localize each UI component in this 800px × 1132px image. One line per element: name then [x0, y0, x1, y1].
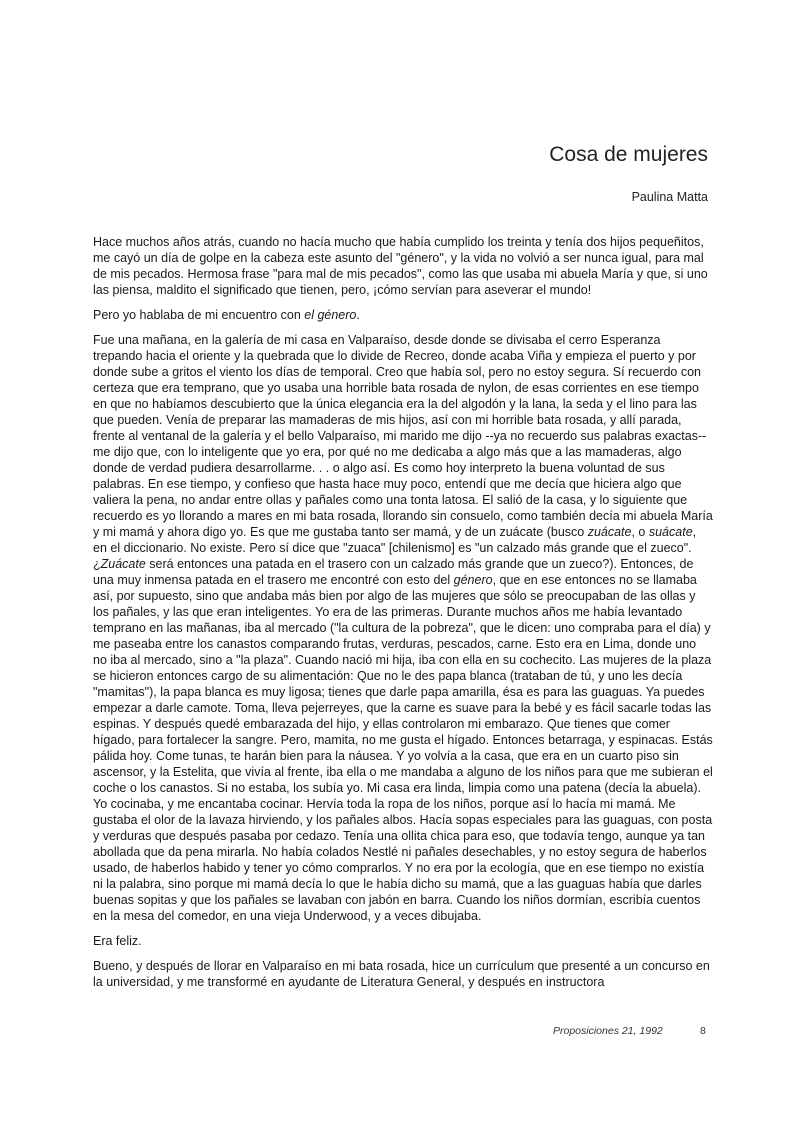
document-title: Cosa de mujeres	[549, 143, 708, 166]
page-number: 8	[700, 1025, 706, 1037]
text-segment: Bueno, y después de llorar en Valparaíso en mi bata rosada, hice un currículum que presenté a un concurso en la universidad, y me transformé en ayudante de Literatura General, y después en instructora	[93, 959, 710, 989]
text-segment: Era feliz.	[93, 934, 142, 948]
paragraph	[93, 332, 713, 924]
text-segment: .	[356, 308, 360, 322]
text-segment: Pero yo hablaba de mi encuentro con	[93, 308, 305, 322]
text-segment: Fue una mañana, en la galería de mi casa en Valparaíso, desde donde se divisaba el cerro Esperanza trepando hacia el oriente y la quebrada que lo divide de Recreo, donde acaba Viña y empieza el puerto y por donde sube a gritos el viento los días de temporal. Creo que había sol, pero no estoy segura. Sí recuerdo con certeza que era temprano, que yo usaba una horrible bata rosada de nylon, de esas corrientes en ese tiempo en que no habíamos descubierto que la única elegancia era la del algodón y la lana, la seda y el lino para las que pueden. Venía de preparar las mamaderas de mis hijos, así con mi horrible bata rosada, y allí parada, frente al ventanal de la galería y el bello Valparaíso, mi marido me dijo --ya no recuerdo sus palabras exactas-- me dijo que, con lo inteligente que yo era, por qué no me dedicaba a algo más que a las mamaderas, algo donde de verdad pudiera desarrollarme. . . o algo así. Es como hoy interpreto la buena voluntad de sus palabras. En ese tiempo, y confieso que hasta hace muy poco, entendí que me decía que hiciera algo que valiera la pena, no andar entre ollas y pañales como una tonta latosa. El salió de la casa, y lo siguiente que recuerdo es yo llorando a mares en mi bata rosada, llorando sin consuelo, como también decía mi abuela María y mi mamá y ahora digo yo. Es que me gustaba tanto ser mamá, y de un zuácate (busco	[93, 333, 713, 539]
footer-source: Proposiciones 21, 1992	[553, 1025, 663, 1037]
text-segment: Hace muchos años atrás, cuando no hacía mucho que había cumplido los treinta y tenía dos hijos pequeñitos, me cayó un día de golpe en la cabeza este asunto del "género", y la vida no volvió a ser nunca igual, para mal de mis pecados. Hermosa frase "para mal de mis pecados", como las que usaba mi abuela María y que, si uno las piensa, maldito el significado que tienen, pero, ¡cómo servían para aseverar el mundo!	[93, 235, 708, 297]
italic-text: el género	[304, 308, 357, 322]
article-body	[93, 234, 713, 999]
paragraph	[93, 234, 713, 298]
paragraph	[93, 958, 713, 990]
paragraph	[93, 933, 713, 949]
italic-text: zuácate	[587, 525, 632, 539]
italic-text: Zuácate	[100, 557, 146, 571]
paragraph	[93, 307, 713, 323]
text-segment: , que en ese entonces no se llamaba así, por supuesto, sino que andaba más bien por algo de las mujeres que sólo se preocupaban de las ollas y los pañales, y las que eran inteligentes. Yo era de las primeras. Durante muchos años me había levantado temprano en las mañanas, iba al mercado ("la cultura de la pobreza", que le dicen: uno compraba para el día) y me paseaba entre los canastos comparando frutas, verduras, pescados, carne. Esto era en Lima, donde uno no iba al mercado, sino a "la plaza". Cuando nació mi hija, iba con ella en su cochecito. Las mujeres de la plaza se hicieron entonces cargo de su alimentación: Que no le des papa blanca (trataban de tú, y uno les decía "mamitas"), la papa blanca es muy ligosa; tienes que darle papa amarilla, ésa es para las guaguas. Ya puedes empezar a darle camote. Toma, lleva pejerreyes, que la carne es suave para la bebé y es fácil sacarle todas las espinas. Y después quedé embarazada del hijo, y ellas controlaron mi embarazo. Que tienes que comer hígado, para fortalecer la sangre. Pero, mamita, no me gusta el hígado. Entonces betarraga, y espinacas. Estás pálida hoy. Come tunas, te harán bien para la náusea. Y yo volvía a la casa, que era en un cuarto piso sin ascensor, y la Estelita, que vivía al frente, iba ella o me mandaba a alguno de los niños para que me subieran el coche o los canastos. Si no estaba, los subía yo. Mi casa era linda, limpia como una patena (decía la abuela). Yo cocinaba, y me encantaba cocinar. Hervía toda la ropa de los niños, porque así lo hacía mi mamá. Me gustaba el olor de la lavaza hirviendo, y los pañales albos. Hacía sopas especiales para las guaguas, con posta y verduras que después pasaba por cedazo. Tenía una ollita chica para eso, que todavía tengo, aunque ya tan abollada que da pena mirarla. No había colados Nestlé ni pañales desechables, y no estoy segura de haberlos usado, de haberlos habido y tener yo cómo comprarlos. Y no era por la ecología, que en ese tiempo no existía ni la palabra, sino porque mi mamá decía lo que le había dicho su mamá, que a las guaguas había que darles buenas sopitas y que los pañales se lavaban con jabón en barra. Cuando los niños dormían, escribía cuentos en la mesa del comedor, en una vieja Underwood, y a veces dibujaba.	[93, 573, 713, 923]
italic-text: género	[453, 573, 493, 587]
author-name: Paulina Matta	[631, 190, 708, 204]
text-segment: , en el diccionario. No existe. Pero sí dice que "zuaca" [chilenismo] es "un calzado más grande que el zueco". ¿	[93, 525, 697, 571]
italic-text: suácate	[648, 525, 693, 539]
text-segment: será entonces una patada en el trasero con un calzado más grande que un zueco?). Entonces, de una muy inmensa patada en el trasero me encontré con esto del	[93, 557, 694, 587]
text-segment: , o	[631, 525, 649, 539]
